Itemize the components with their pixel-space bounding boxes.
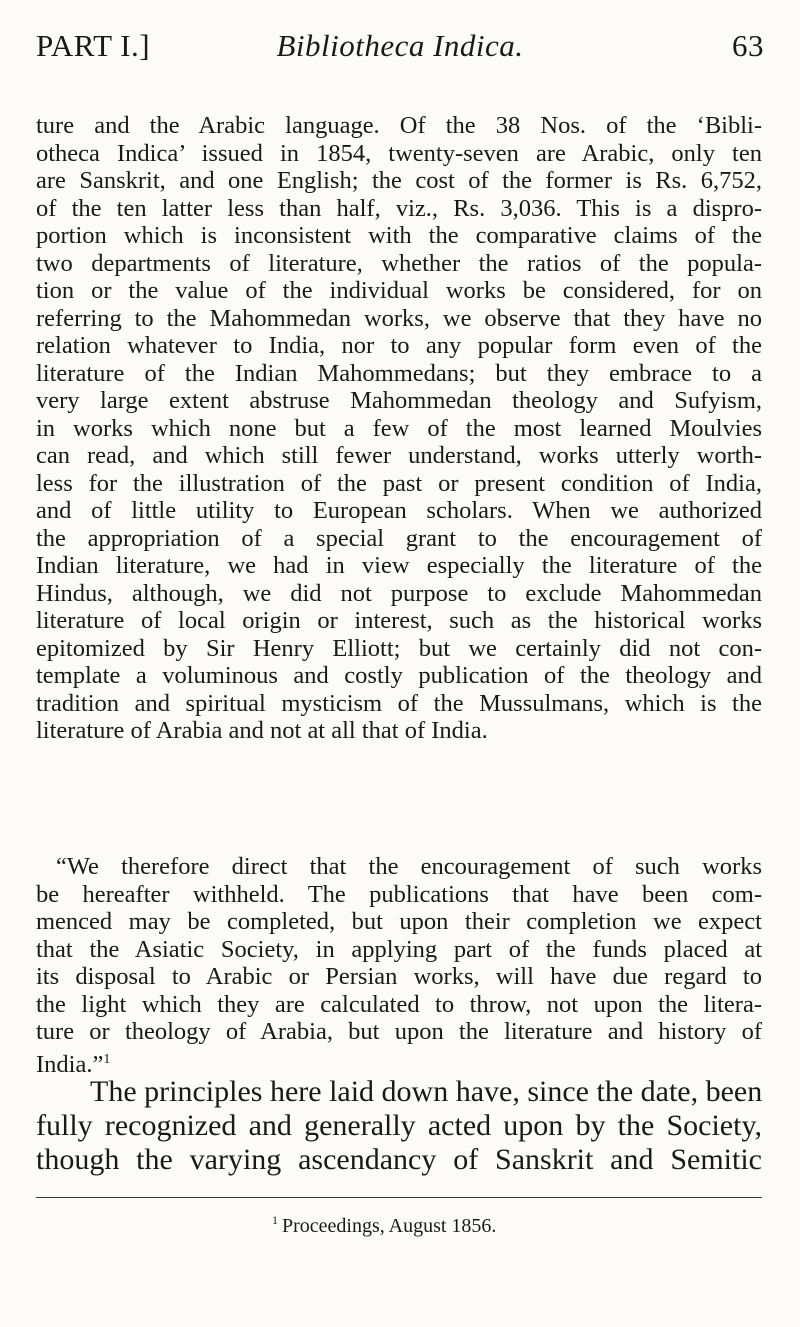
text-line: ture and the Arabic language. Of the 38 Nos. of the ‘Bibli- <box>36 112 762 139</box>
text-line: portion which is inconsistent with the comparative claims of the <box>36 222 762 249</box>
text-line: tion or the value of the individual works be considered, for on <box>36 277 762 304</box>
paragraph-1 <box>36 112 762 745</box>
text-line: less for the illustration of the past or present condition of India, <box>36 469 762 497</box>
text-line: are Sanskrit, and one English; the cost of the former is Rs. 6,752, <box>36 167 762 194</box>
footnote <box>272 1213 496 1238</box>
text-line: “We therefore direct that the encouragement of such works <box>56 853 762 880</box>
running-header <box>36 28 764 68</box>
text-line: otheca Indica’ issued in 1854, twenty-seven are Arabic, only ten <box>36 139 762 167</box>
text-line: literature of Arabia and not at all that of India. <box>36 717 488 744</box>
footnote-text: Proceedings, August 1856. <box>282 1215 497 1237</box>
text-line: India.” <box>36 1050 104 1078</box>
text-line: be hereafter withheld. The publications that have been com- <box>36 880 762 908</box>
text-line: menced may be completed, but upon their completion we expect <box>36 908 762 935</box>
paragraph-2 <box>36 853 762 1078</box>
paragraph-3 <box>36 1075 762 1177</box>
text-line: of the ten latter less than half, viz., Rs. 3,036. This is a dispro- <box>36 194 762 222</box>
text-line: template a voluminous and costly publication of the theology and <box>36 662 762 689</box>
footnote-marker: 1 <box>272 1213 278 1227</box>
text-line: relation whatever to India, nor to any popular form even of the <box>36 332 762 359</box>
text-line: ture or theology of Arabia, but upon the literature and history of <box>36 1018 762 1045</box>
text-line: very large extent abstruse Mahommedan theology and Sufyism, <box>36 387 762 414</box>
text-line: its disposal to Arabic or Persian works, will have due regard to <box>36 963 762 990</box>
page-number: 63 <box>732 28 764 63</box>
text-line: epitomized by Sir Henry Elliott; but we certainly did not con- <box>36 634 762 662</box>
running-title: Bibliotheca Indica. <box>276 28 524 63</box>
footnote-reference[interactable]: 1 <box>103 1051 111 1067</box>
text-line: that the Asiatic Society, in applying part of the funds placed at <box>36 935 762 963</box>
text-line: literature of local origin or interest, such as the historical works <box>36 607 762 634</box>
part-label: PART I.] <box>36 28 151 63</box>
text-line: though the varying ascendancy of Sanskrit and Semitic <box>36 1143 762 1176</box>
text-line-with-ref <box>36 1046 762 1078</box>
text-line: referring to the Mahommedan works, we observe that they have no <box>36 304 762 332</box>
text-line: Hindus, although, we did not purpose to exclude Mahommedan <box>36 579 762 607</box>
text-line: literature of the Indian Mahommedans; but they embrace to a <box>36 359 762 387</box>
text-line: and of little utility to European scholars. When we authorized <box>36 497 762 524</box>
text-line: tradition and spiritual mysticism of the Mussulmans, which is the <box>36 689 762 717</box>
text-line: can read, and which still fewer understand, works utterly worth- <box>36 442 762 469</box>
text-line: two departments of literature, whether the ratios of the popula- <box>36 249 762 277</box>
text-line: in works which none but a few of the most learned Moulvies <box>36 414 762 442</box>
text-line: The principles here laid down have, since the date, been <box>90 1075 763 1108</box>
text-line: fully recognized and generally acted upon by the Society, <box>36 1109 762 1142</box>
text-line: the appropriation of a special grant to the encouragement of <box>36 524 762 552</box>
text-line: the light which they are calculated to throw, not upon the litera- <box>36 990 762 1018</box>
text-line: Indian literature, we had in view especially the literature of the <box>36 552 762 579</box>
footnote-divider <box>36 1197 762 1198</box>
